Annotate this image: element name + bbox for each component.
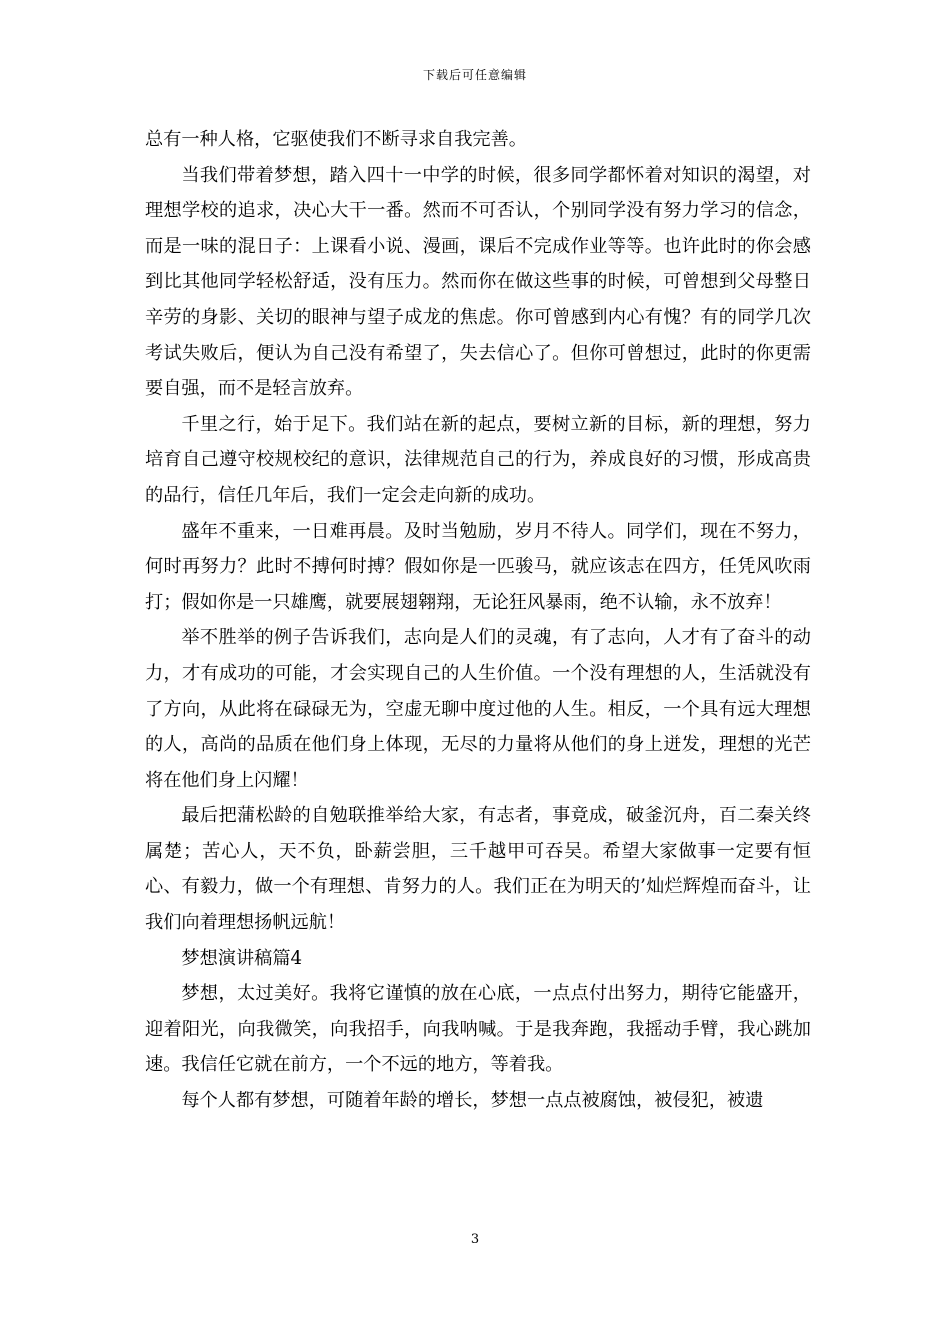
paragraph: 千里之行，始于足下。我们站在新的起点，要树立新的目标，新的理想，努力培育自己遵守校规校纪的意识，法律规范自己的行为，养成良好的习惯，形成高贵的品行，信任几年后，我们一定会走向新的成功。 [145, 413, 811, 506]
page-number: 3 [470, 1232, 480, 1247]
section-heading: 梦想演讲稿篇4 [181, 947, 303, 969]
paragraph: 当我们带着梦想，踏入四十一中学的时候，很多同学都怀着对知识的渴望，对理想学校的追求，决心大干一番。然而不可否认，个别同学没有努力学习的信念，而是一味的混日子：上课看小说、漫画，课后不完成作业等等。也许此时的你会感到比其他同学轻松舒适，没有压力。然而你在做这些事的时候，可曾想到父母整日辛劳的身影、关切的眼神与望子成龙的焦虑。你可曾感到内心有愧？有的同学几次考试失败后，便认为自己没有希望了，失去信心了。但你可曾想过，此时的你更需要自强，而不是轻言放弃。 [145, 164, 811, 400]
paragraph: 最后把蒲松龄的自勉联推举给大家，有志者，事竟成，破釜沉舟，百二秦关终属楚；苦心人，天不负，卧薪尝胆，三千越甲可吞吴。希望大家做事一定要有恒心、有毅力，做一个有理想、肯努力的人。我们正在为明天的’灿烂辉煌而奋斗，让我们向着理想扬帆远航！ [145, 805, 811, 934]
paragraph: 举不胜举的例子告诉我们，志向是人们的灵魂，有了志向，人才有了奋斗的动力，才有成功的可能，才会实现自己的人生价值。一个没有理想的人，生活就没有了方向，从此将在碌碌无为，空虚无聊中度过他的人生。相反，一个具有远大理想的人，高尚的品质在他们身上体现，无尽的力量将从他们的身上迸发，理想的光芒将在他们身上闪耀！ [145, 627, 811, 791]
page-header: 下载后可任意编辑 [422, 68, 527, 82]
paragraph: 盛年不重来，一日难再晨。及时当勉励，岁月不待人。同学们，现在不努力，何时再努力？此时不搏何时搏？假如你是一匹骏马，就应该志在四方，任凭风吹雨打；假如你是一只雄鹰，就要展翅翱翔，无论狂风暴雨，绝不认输，永不放弃！ [145, 520, 811, 613]
document-body [145, 122, 811, 1119]
paragraph: 每个人都有梦想，可随着年龄的增长，梦想一点点被腐蚀，被侵犯，被遗 [181, 1090, 764, 1112]
paragraph-continuation: 总有一种人格，它驱使我们不断寻求自我完善。 [145, 129, 527, 150]
paragraph: 梦想，太过美好。我将它谨慎的放在心底，一点点付出努力，期待它能盛开，迎着阳光，向我微笑，向我招手，向我呐喊。于是我奔跑，我摇动手臂，我心跳加速。我信任它就在前方，一个不远的地方，等着我。 [145, 983, 811, 1076]
